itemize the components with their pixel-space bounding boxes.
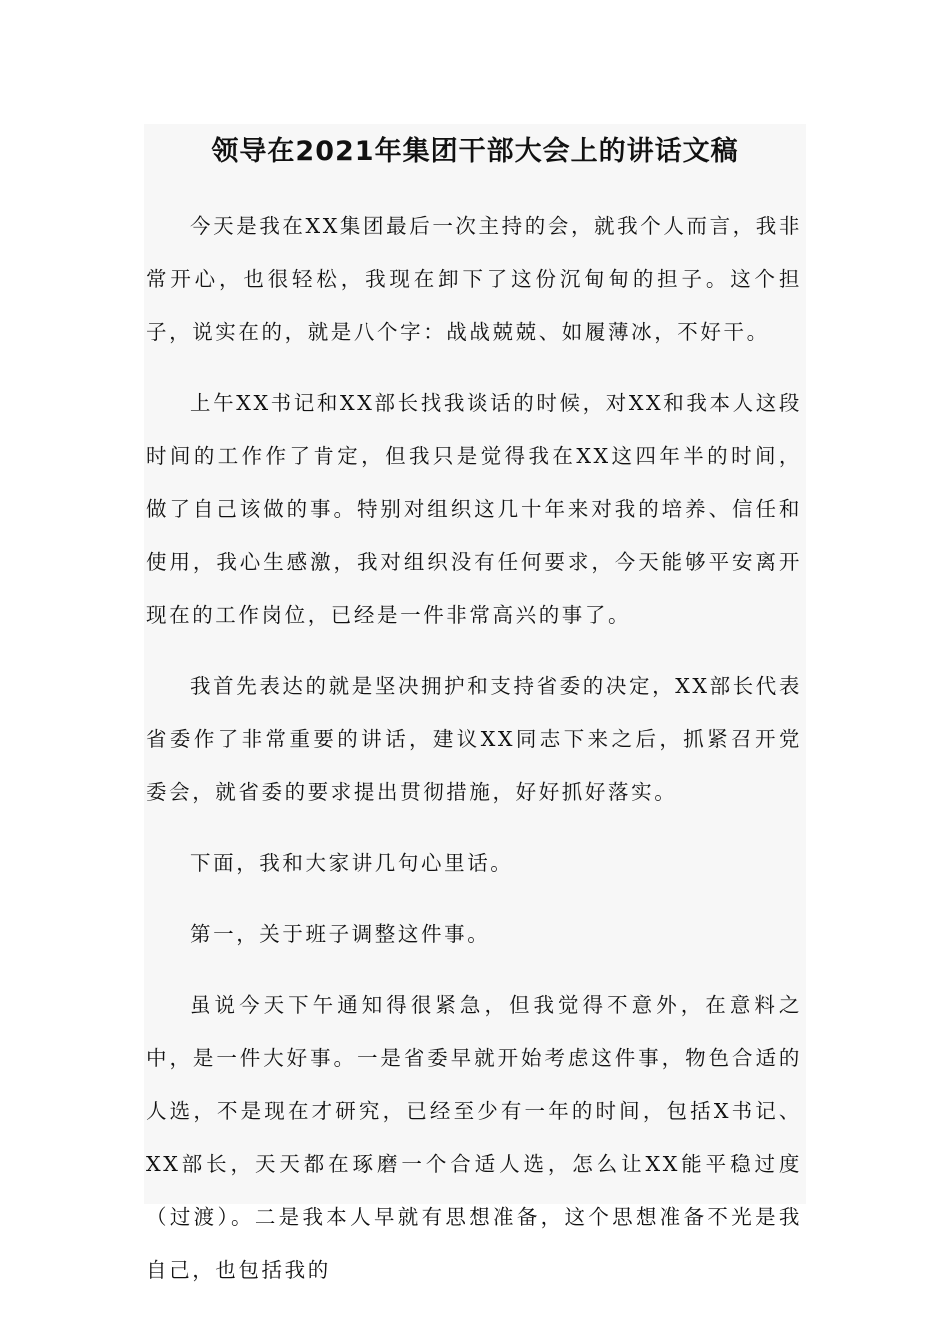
paragraph-1: 今天是我在XX集团最后一次主持的会，就我个人而言，我非常开心，也很轻松，我现在卸下了这份沉甸甸的担子。这个担子，说实在的，就是八个字：战战兢兢、如履薄冰，不好干。 [146,214,802,344]
paragraph-5: 第一，关于班子调整这件事。 [190,922,491,946]
paragraph-4: 下面，我和大家讲几句心里话。 [190,851,514,875]
document-body [146,200,802,1315]
paragraph-2: 上午XX书记和XX部长找我谈话的时候，对XX和我本人这段时间的工作作了肯定，但我只是觉得我在XX这四年半的时间，做了自己该做的事。特别对组织这几十年来对我的培养、信任和使用，我心生感激，我对组织没有任何要求，今天能够平安离开现在的工作岗位，已经是一件非常高兴的事了。 [146,391,802,627]
document-title: 领导在2021年集团干部大会上的讲话文稿 [211,136,739,167]
paragraph-6: 虽说今天下午通知得很紧急，但我觉得不意外，在意料之中，是一件大好事。一是省委早就开始考虑这件事，物色合适的人选，不是现在才研究，已经至少有一年的时间，包括X书记、XX部长，天天都在琢磨一个合适人选，怎么让XX能平稳过度（过渡）。二是我本人早就有思想准备，这个思想准备不光是我自己，也包括我的 [146,993,802,1282]
paragraph-3: 我首先表达的就是坚决拥护和支持省委的决定，XX部长代表省委作了非常重要的讲话，建议XX同志下来之后，抓紧召开党委会，就省委的要求提出贯彻措施，好好抓好落实。 [146,674,802,804]
